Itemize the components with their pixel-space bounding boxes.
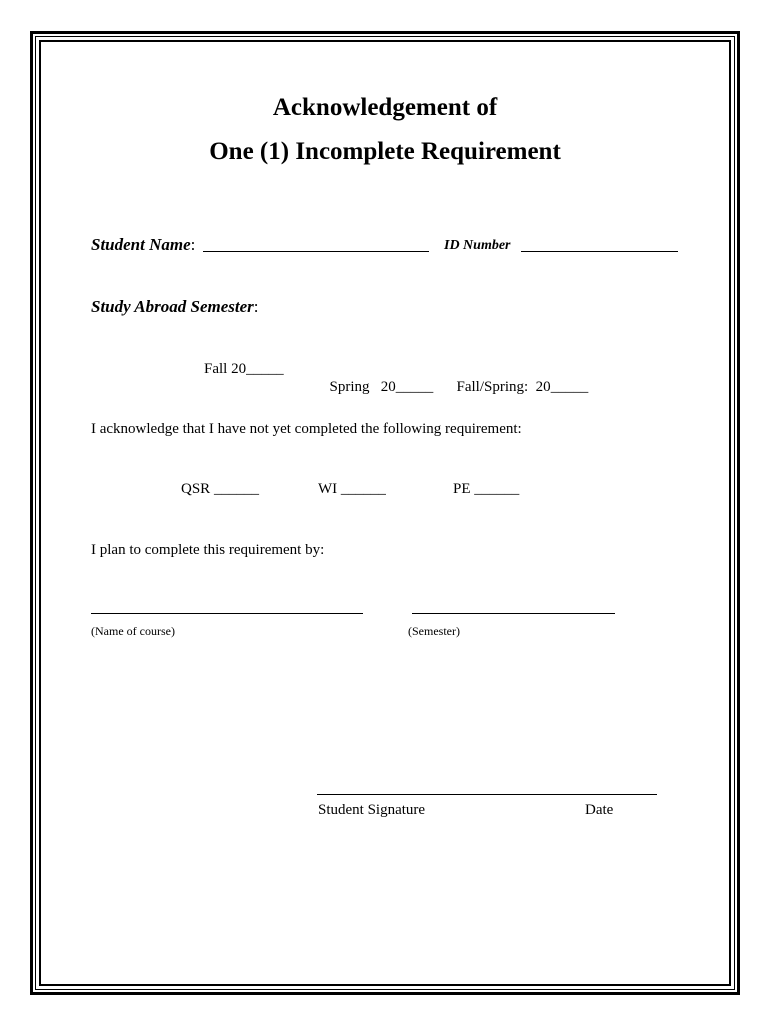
id-number-field[interactable] [521, 251, 678, 252]
semester-option-fall-blank[interactable]: _____ [246, 361, 284, 377]
id-number-label: ID Number [444, 238, 511, 253]
requirement-pe-label: PE [453, 481, 471, 497]
acknowledge-statement: I acknowledge that I have not yet completed the following requirement: [91, 421, 522, 437]
semester-option-spring[interactable] [322, 360, 433, 396]
form-title-line-2: One (1) Incomplete Requirement [209, 138, 561, 165]
requirement-pe[interactable] [453, 480, 519, 498]
semester-option-spring-label: Spring 20 [329, 379, 396, 395]
student-name-colon: : [190, 235, 196, 254]
requirement-qsr-label: QSR [181, 481, 211, 497]
student-signature-label: Student Signature [318, 802, 426, 818]
semester-option-fall-spring-blank[interactable]: _____ [550, 379, 589, 395]
plan-statement: I plan to complete this requirement by: [91, 542, 325, 558]
student-name-field[interactable] [203, 251, 429, 252]
study-abroad-semester-label: Study Abroad Semester [91, 297, 254, 316]
study-abroad-semester-colon: : [253, 297, 259, 316]
requirement-qsr[interactable] [181, 480, 259, 498]
course-name-field[interactable] [91, 613, 363, 614]
semester-option-fall-label: Fall 20 [204, 361, 247, 377]
requirement-wi-blank[interactable]: ______ [340, 481, 386, 497]
requirement-wi-label: WI [318, 481, 338, 497]
semester-option-spring-blank[interactable]: _____ [395, 379, 434, 395]
signature-date-line[interactable] [317, 794, 657, 795]
page-border-inner [39, 40, 731, 986]
study-abroad-semester-label-group [91, 298, 259, 316]
semester-caption: (Semester) [408, 624, 460, 638]
requirement-qsr-blank[interactable]: ______ [213, 481, 259, 497]
semester-field[interactable] [412, 613, 615, 614]
student-name-label: Student Name [91, 235, 191, 254]
date-label: Date [585, 802, 614, 818]
form-title-line-1: Acknowledgement of [272, 94, 498, 121]
semester-option-fall-spring[interactable] [449, 360, 588, 396]
semester-option-fall-spring-label: Fall/Spring: 20 [456, 379, 551, 395]
requirement-pe-blank[interactable]: ______ [474, 481, 520, 497]
semester-option-fall[interactable] [204, 360, 284, 378]
course-name-caption: (Name of course) [91, 624, 175, 638]
student-name-label-group [91, 236, 195, 254]
requirement-wi[interactable] [318, 480, 386, 498]
